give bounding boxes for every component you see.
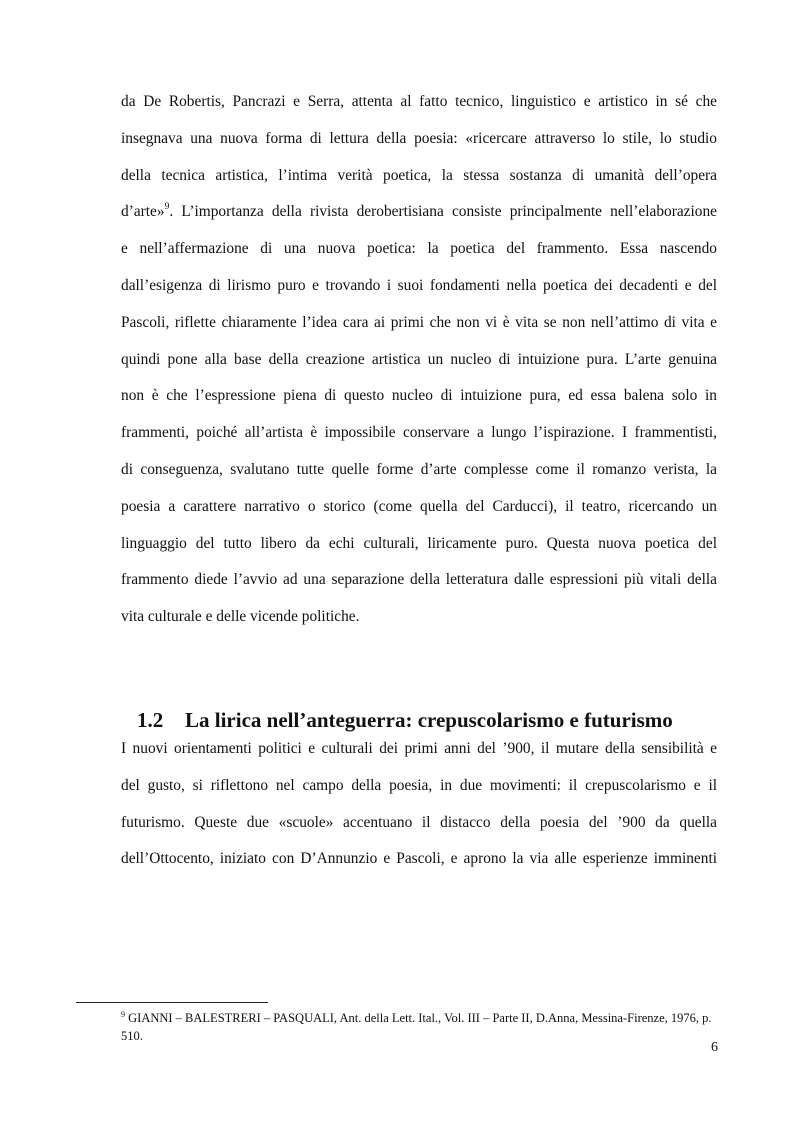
footnote-separator — [76, 1002, 268, 1003]
section-number: 1.2 — [137, 708, 164, 732]
text-line: del gusto, si riflettono nel campo della poesia, in due movimenti: il crepuscolarismo e il — [121, 776, 717, 794]
paragraph-frammentismo — [121, 84, 717, 636]
page-number: 6 — [711, 1040, 718, 1055]
text-line: Pascoli, riflette chiaramente l’idea cara ai primi che non vi è vita se non nell’attimo di vita e — [121, 313, 717, 331]
footnote-number: 9 — [121, 1010, 125, 1019]
text-line: della tecnica artistica, l’intima verità poetica, la stessa sostanza di umanità dell’opera — [121, 166, 717, 184]
text-line: e nell’affermazione di una nuova poetica: la poetica del frammento. Essa nascendo — [121, 240, 717, 258]
text-line: dell’Ottocento, iniziato con D’Annunzio e Pascoli, e aprono la via alle esperienze imminenti — [121, 850, 717, 868]
text-line: I nuovi orientamenti politici e culturali dei primi anni del ’900, il mutare della sensibilità e — [121, 740, 717, 757]
text-line: non è che l’espressione piena di questo nucleo di intuizione pura, ed essa balena solo in — [121, 387, 717, 405]
text-line: quindi pone alla base della creazione artistica un nucleo di intuizione pura. L’arte genuina — [121, 350, 717, 368]
text-line: dall’esigenza di lirismo puro e trovando i suoi fondamenti nella poetica dei decadenti e del — [121, 276, 717, 294]
text-line: poesia a carattere narrativo o storico (come quella del Carducci), il teatro, ricercando un — [121, 497, 717, 515]
text-fragment: d’arte» — [121, 203, 165, 221]
section-heading — [137, 708, 673, 733]
text-line: di conseguenza, svalutano tutte quelle forme d’arte complesse come il romanzo verista, la — [121, 460, 717, 478]
text-line: vita culturale e delle vicende politiche. — [121, 608, 360, 626]
text-fragment: . L’importanza della rivista derobertisiana consiste principalmente nell’elaborazione — [169, 203, 717, 221]
text-line: linguaggio del tutto libero da echi culturali, liricamente puro. Questa nuova poetica del — [121, 534, 717, 552]
footnote-text: GIANNI – BALESTRERI – PASQUALI, Ant. della Lett. Ital., Vol. III – Parte II, D.Anna, Messina-Firenze, 1976, p. 510. — [121, 1011, 712, 1043]
text-line: insegnava una nuova forma di lettura della poesia: «ricercare attraverso lo stile, lo studio — [121, 129, 717, 147]
section-title: La lirica nell’anteguerra: crepuscolarismo e futurismo — [185, 708, 673, 732]
text-line — [121, 194, 717, 231]
text-line: futurismo. Queste due «scuole» accentuano il distacco della poesia del ’900 da quella — [121, 813, 717, 831]
text-line: frammento diede l’avvio ad una separazione della letteratura dalle espressioni più vitali della — [121, 571, 717, 589]
text-line: frammenti, poiché all’artista è impossibile conservare a lungo l’ispirazione. I frammentisti, — [121, 424, 717, 442]
paragraph-crepuscolarismo — [121, 731, 717, 878]
footnote — [121, 1009, 717, 1045]
text-line: da De Robertis, Pancrazi e Serra, attenta al fatto tecnico, linguistico e artistico in sé che — [121, 93, 717, 110]
footnote-reference: 9 — [164, 202, 170, 213]
